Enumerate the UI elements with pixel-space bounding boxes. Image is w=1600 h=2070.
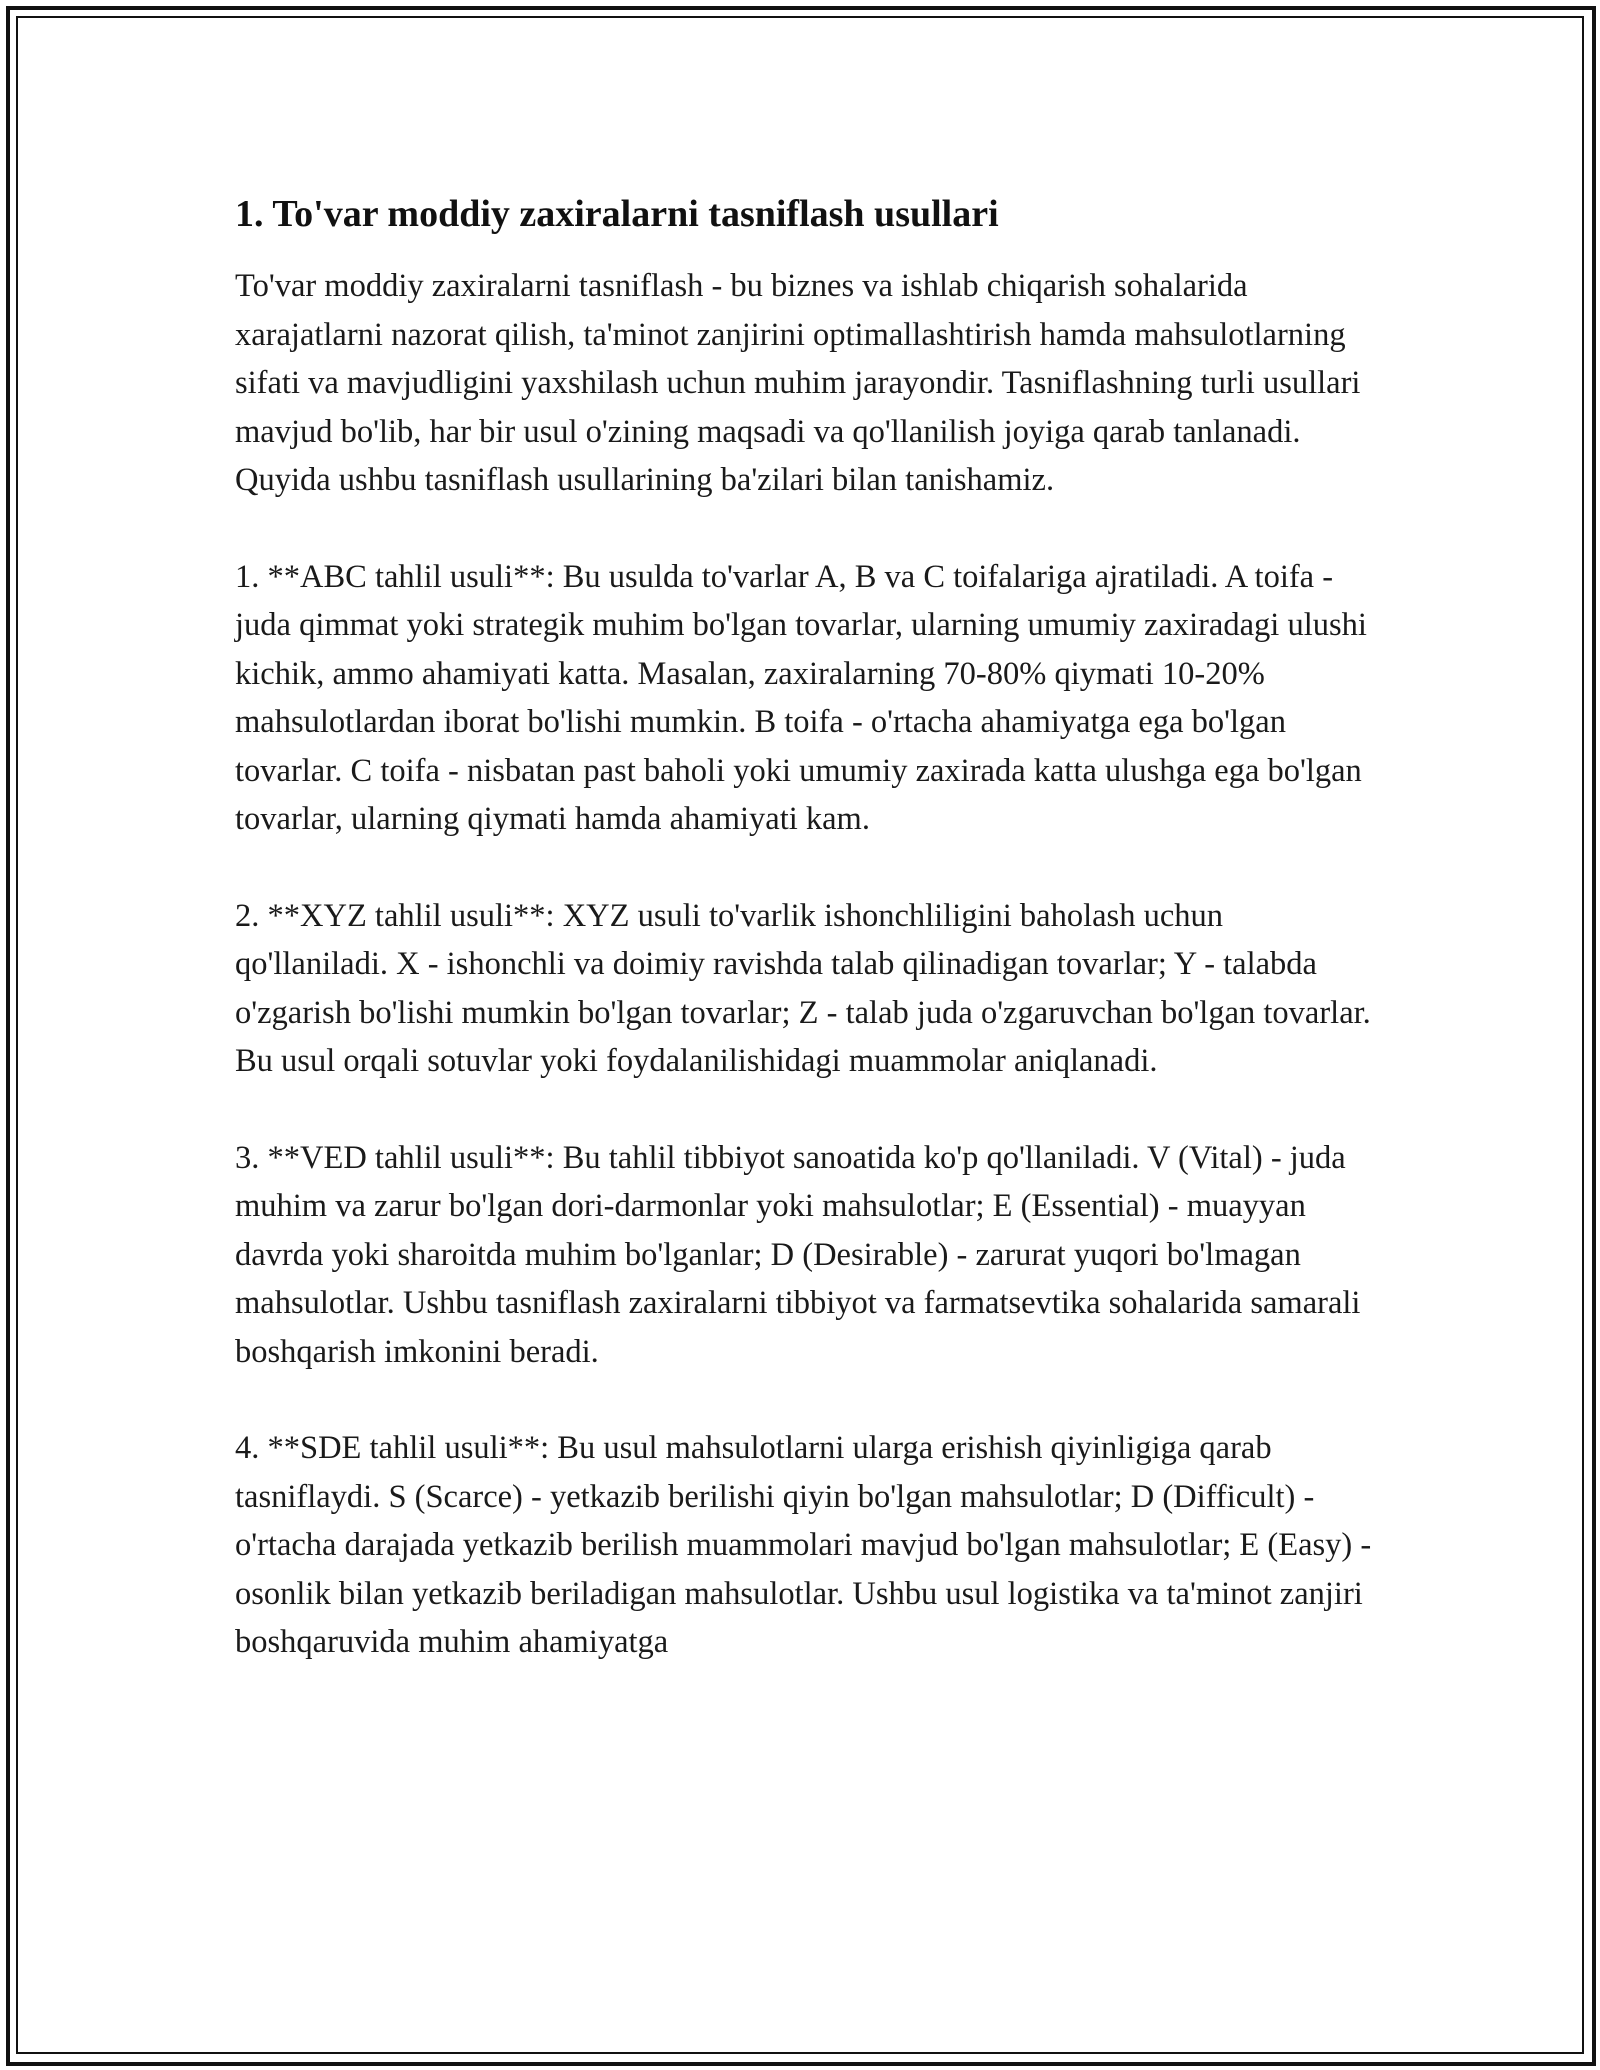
ved-method-paragraph: 3. **VED tahlil usuli**: Bu tahlil tibbiyot sanoatida ko'p qo'llaniladi. V (Vital) - juda muhim va zarur bo'lgan dori-darmonlar yoki mahsulotlar; E (Essential) - muayyan davrda yoki sharoitda muhim bo'lganlar; D (Desirable) - zarurat yuqori bo'lmagan mahsulotlar. Ushbu tasniflash zaxiralarni tibbiyot va farmatsevtika sohalarida samarali boshqarish imkonini beradi. [235,1139,1361,1370]
intro-paragraph: To'var moddiy zaxiralarni tasniflash - bu biznes va ishlab chiqarish sohalarida xarajatlarni nazorat qilish, ta'minot zanjirini optimallashtirish hamda mahsulotlarning sifati va mavjudligini yaxshilash uchun muhim jarayondir. Tasniflashning turli usullari mavjud bo'lib, har bir usul o'zining maqsadi va qo'llanilish joyiga qarab tanlanadi. Quyida ushbu tasniflash usullarining ba'zilari bilan tanishamiz. [235,268,1361,498]
abc-method-paragraph: 1. **ABC tahlil usuli**: Bu usulda to'varlar A, B va C toifalariga ajratiladi. A toifa - juda qimmat yoki strategik muhim bo'lgan tovarlar, ularning umumiy zaxiradagi ulushi kichik, ammo ahamiyati katta. Masalan, zaxiralarning 70-80% qiymati 10-20% mahsulotlardan iborat bo'lishi mumkin. B toifa - o'rtacha ahamiyatga ega bo'lgan tovarlar. C toifa - nisbatan past baholi yoki umumiy zaxirada katta ulushga ega bo'lgan tovarlar, ularning qiymati hamda ahamiyati kam. [235,558,1367,837]
section-heading: 1. To'var moddiy zaxiralarni tasniflash usullari [235,193,999,235]
sde-method-paragraph: 4. **SDE tahlil usuli**: Bu usul mahsulotlarni ularga erishish qiyinligiga qarab tasniflaydi. S (Scarce) - yetkazib berilishi qiyin bo'lgan mahsulotlar; D (Difficult) - o'rtacha darajada yetkazib berilish muammolari mavjud bo'lgan mahsulotlar; E (Easy) - osonlik bilan yetkazib beriladigan mahsulotlar. Ushbu usul logistika va ta'minot zanjiri boshqaruvida muhim ahamiyatga [235,1430,1372,1660]
xyz-method-paragraph: 2. **XYZ tahlil usuli**: XYZ usuli to'varlik ishonchliligini baholash uchun qo'llaniladi. X - ishonchli va doimiy ravishda talab qilinadigan tovarlar; Y - talabda o'zgarish bo'lishi mumkin bo'lgan tovarlar; Z - talab juda o'zgaruvchan bo'lgan tovarlar. Bu usul orqali sotuvlar yoki foydalanilishidagi muammolar aniqlanadi. [235,897,1371,1079]
document-body [235,188,1375,1715]
